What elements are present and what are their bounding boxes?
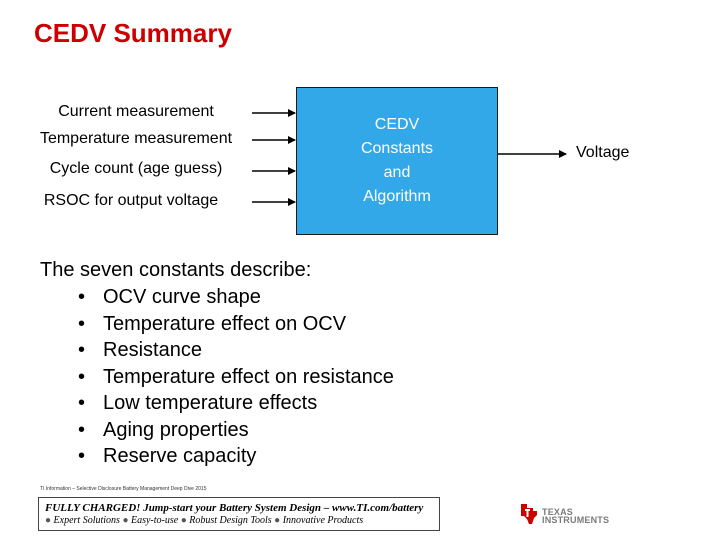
box-line-4: Algorithm bbox=[363, 188, 431, 205]
cedv-algorithm-box bbox=[296, 87, 498, 235]
bullet-icon: • bbox=[78, 365, 86, 388]
box-line-3: and bbox=[383, 164, 411, 181]
separator-dot-icon: ● bbox=[274, 515, 281, 526]
list-item: • Reserve capacity bbox=[78, 443, 394, 470]
box-line-1: CEDV bbox=[374, 116, 420, 133]
footer-source-note: TI Information – Selective Disclosure Battery Management Deep Dive 2015 bbox=[40, 486, 207, 492]
footer-tagline: ● Expert Solutions ● Easy-to-use ● Robust Design Tools ● Innovative Products bbox=[45, 515, 364, 526]
texas-instruments-logo bbox=[518, 502, 608, 528]
separator-dot-icon: ● bbox=[122, 515, 129, 526]
bullet-icon: • bbox=[78, 445, 86, 467]
list-item: • Temperature effect on resistance bbox=[78, 364, 394, 391]
separator-dot-icon: ● bbox=[45, 515, 52, 526]
input-current-measurement: Current measurement bbox=[58, 103, 214, 120]
bullet-icon: • bbox=[78, 418, 86, 441]
list-item: • Aging properties bbox=[78, 417, 394, 444]
list-item: • Low temperature effects bbox=[78, 390, 394, 417]
bullet-icon: • bbox=[78, 286, 86, 308]
input-temperature-measurement: Temperature measurement bbox=[39, 130, 233, 147]
box-line-2: Constants bbox=[360, 140, 434, 157]
ti-state-icon bbox=[518, 502, 540, 526]
list-item: • OCV curve shape bbox=[78, 284, 394, 311]
footer-banner bbox=[38, 497, 440, 531]
input-cycle-count: Cycle count (age guess) bbox=[49, 160, 223, 177]
list-item: • Resistance bbox=[78, 337, 394, 364]
list-item: • Temperature effect on OCV bbox=[78, 311, 394, 338]
output-voltage: Voltage bbox=[576, 144, 630, 161]
bullet-icon: • bbox=[78, 339, 86, 361]
constants-list bbox=[78, 284, 394, 470]
footer-headline: FULLY CHARGED! Jump-start your Battery System Design – www.TI.com/battery bbox=[45, 502, 424, 514]
ti-wordmark: TEXAS INSTRUMENTS bbox=[542, 507, 610, 525]
bullet-icon: • bbox=[78, 312, 86, 335]
slide-title: CEDV Summary bbox=[34, 18, 232, 48]
input-rsoc: RSOC for output voltage bbox=[43, 192, 219, 209]
bullet-icon: • bbox=[78, 392, 86, 414]
constants-intro: The seven constants describe: bbox=[40, 259, 312, 281]
separator-dot-icon: ● bbox=[180, 515, 187, 526]
